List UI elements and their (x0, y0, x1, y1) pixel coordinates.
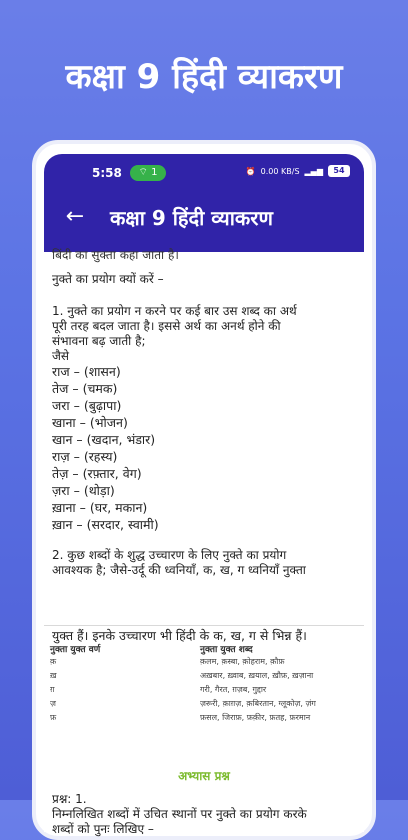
practice-heading: अभ्यास प्रश्न (178, 769, 230, 783)
example-item: तेज़ – (रफ़्तार, वेग) (52, 466, 142, 481)
table-cell: ज़ (50, 699, 56, 708)
table-cell: फ़सल, जिराफ़, फ़क़ीर, फ़तह, फ़रमान (200, 713, 311, 722)
signal-icon: ▂▄▆ (304, 166, 323, 176)
question-line-1: निम्नलिखित शब्दों में उचित स्थानों पर नुक्ते का प्रयोग करके (52, 807, 307, 821)
question-text: नुक्ते का प्रयोग क्यों करें – (52, 272, 164, 286)
status-icons (246, 165, 350, 177)
table-cell: गरी, गैरत, ग़ज़ब, गुद्दार (200, 685, 267, 694)
example-item: खान – (खदान, भंडार) (52, 432, 156, 447)
table-cell: ख़ (50, 671, 57, 680)
hotspot-count: 1 (151, 167, 158, 178)
nukta-table (50, 642, 360, 726)
example-item: ख़ाना – (घर, मकान) (52, 500, 148, 515)
example-item: राज़ – (रहस्य) (52, 449, 118, 464)
status-time: 5:58 (92, 166, 122, 180)
example-item: जरा – (बुढ़ापा) (52, 398, 122, 413)
point-1-line-4: जैसे (52, 349, 70, 363)
promo-title: कक्षा 9 हिंदी व्याकरण (65, 57, 343, 97)
point-1-line-2: पूरी तरह बदल जाता है। इससे अर्थ का अनर्थ होने की (52, 319, 281, 333)
table-header-words: नुक्ता युक्त शब्द (200, 645, 253, 655)
status-bar (44, 162, 364, 184)
back-arrow-icon[interactable]: ← (65, 204, 85, 229)
battery-icon (328, 165, 350, 177)
point-1-line-3: संभावना बढ़ जाती है; (52, 334, 146, 348)
page-divider (44, 618, 364, 626)
table-row (50, 698, 360, 712)
table-cell: फ़ (50, 713, 57, 722)
question-label: प्रश्न: 1. (52, 792, 87, 806)
table-cell: क़लम, क़स्बा, क़ोहराम, क़ौफ़ (200, 657, 285, 666)
example-item: ख़ान – (सरदार, स्वामी) (52, 517, 159, 532)
cut-text-line: बिंदी का सुक्ता कहा जाता है। (52, 248, 179, 262)
example-item: ज़रा – (थोड़ा) (52, 483, 115, 498)
table-cell: ग़ (50, 685, 55, 694)
table-cell: ज़रूरी, क़ाग़ज़, क़बिरतान, ग्लूकोज़, ज़ंग (200, 699, 316, 708)
point-1-line-1: 1. नुक्ते का प्रयोग न करने पर कई बार उस शब्द का अर्थ (52, 304, 297, 318)
example-item: तेज – (चमक) (52, 381, 118, 396)
battery-level: 54 (333, 166, 345, 175)
example-item: राज – (शासन) (52, 364, 121, 379)
hotspot-badge (130, 165, 166, 181)
table-cell: क़ (50, 657, 57, 666)
content-area[interactable] (44, 248, 364, 836)
table-cell: अख़बार, ख़्वाब, ख़याल, ख़ौफ़, ख़ज़ाना (200, 671, 314, 680)
app-bar (44, 154, 364, 252)
table-row (50, 670, 360, 684)
table-row (50, 712, 360, 726)
table-row (50, 656, 360, 670)
alarm-icon: ⏰ (245, 166, 256, 176)
wifi-icon: ⌔ (138, 167, 148, 178)
table-row (50, 684, 360, 698)
point-2-line-1: 2. कुछ शब्दों के शुद्ध उच्चारण के लिए नुक्ते का प्रयोग (52, 548, 287, 562)
continued-text: युक्त हैं। इनके उच्चारण भी हिंदी के क, ख, ग से भिन्न हैं। (52, 628, 307, 643)
network-speed: 0.00 KB/S (260, 166, 300, 176)
table-header-letters: नुक्ता युक्त वर्ण (50, 645, 101, 655)
app-bar-title: कक्षा 9 हिंदी व्याकरण (110, 206, 273, 230)
question-line-2: शब्दों को पुनः लिखिए – (52, 822, 154, 836)
example-item: खाना – (भोजन) (52, 415, 128, 430)
phone-frame (32, 140, 376, 840)
point-2-line-2: आवश्यक है; जैसे-उर्दू की ध्वनियाँ, क, ख, ग ध्वनियाँ नुक्ता (52, 563, 306, 577)
